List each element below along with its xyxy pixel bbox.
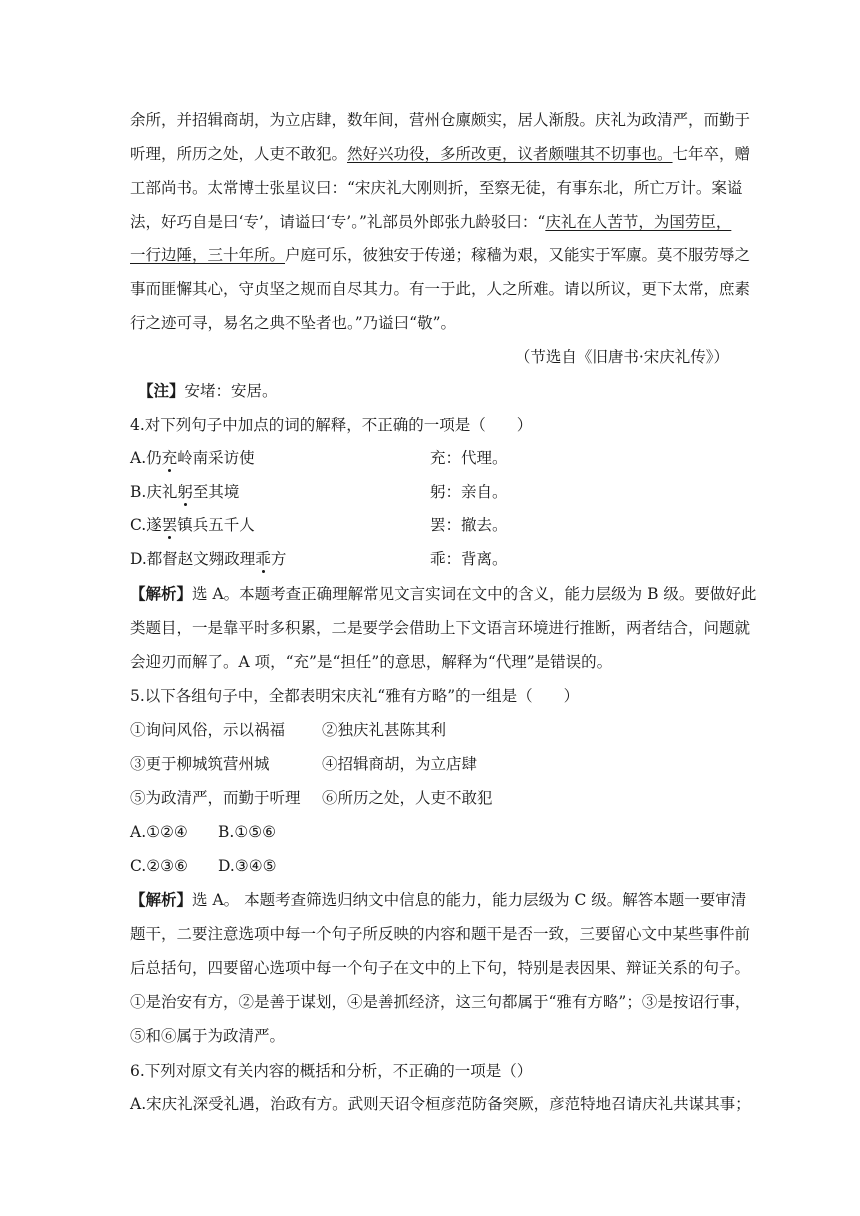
q5-analysis-line: 题干，二要注意选项中每一个句子所反映的内容和题干是否一致，三要留心文中某些事件前 (130, 925, 751, 943)
question-6-stem: 6.下列对原文有关内容的概括和分析，不正确的一项是（） (130, 1062, 533, 1080)
dotted-char: 罢 (161, 516, 178, 534)
note: 【注】安堵：安居。 (138, 381, 278, 400)
source-citation: （节选自《旧唐书·宋庆礼传》） (514, 348, 729, 366)
question-4-stem: 4.对下列句子中加点的词的解释，不正确的一项是（ ） (130, 416, 533, 434)
q4-analysis: 【解析】选 A。本题考查正确理解常见文言实词在文中的含义，能力层级为 B 级。要做好此 (130, 584, 757, 603)
q4-option-c: C.遂罢镇兵五千人 罢：撤去。 (130, 516, 508, 534)
q5-analysis: 【解析】选 A。 本题考查筛选归纳文中信息的能力，能力层级为 C 级。解答本题一要审清 (130, 890, 747, 909)
underlined-sentence: 庆礼在人苦节，为国劳臣， (545, 213, 732, 231)
q4-option-a: A.仍充岭南采访使 充：代理。 (130, 449, 508, 467)
q5-analysis-line: ①是治安有方，②是善于谋划，④是善抓经济，这三句都属于“雅有方略”；③是按诏行事， (130, 993, 751, 1011)
question-5-stem: 5.以下各组句子中，全都表明宋庆礼“雅有方略”的一组是（ ） (130, 687, 580, 705)
passage-line: 行之迹可寻，易名之典不坠者也。”乃谥曰“敬”。 (130, 314, 457, 332)
q6-option-a: A.宋庆礼深受礼遇，治政有方。武则天诏令桓彦范防备突厥，彦范特地召请庆礼共谋其事； (130, 1095, 751, 1113)
underlined-sentence: 然好兴功役，多所改更，议者颇嗤其不切事也。 (347, 145, 673, 163)
q4-analysis-line: 类题目，一是靠平时多积累，二是要学会借助上下文语言环境进行推断，两者结合，问题就 (130, 619, 751, 637)
q5-item-row: ①询问风俗，示以祸福 ②独庆礼甚陈其利 (130, 721, 447, 739)
dotted-char: 充 (161, 449, 178, 467)
q4-option-d: D.都督赵文翙政理乖方 乖：背离。 (130, 550, 508, 568)
q4-option-b: B.庆礼躬至其境 躬：亲自。 (130, 483, 508, 501)
passage-line: 余所，并招辑商胡，为立店肆，数年间，营州仓廪颇实，居人渐殷。庆礼为政清严，而勤于 (130, 111, 751, 129)
q5-analysis-line: 后总括句，四要留心选项中每一个句子在文中的上下句，特别是表因果、辩证关系的句子。 (130, 959, 751, 977)
q4-analysis-line: 会迎刃而解了。A 项，“充”是“担任”的意思，解释为“代理”是错误的。 (130, 653, 613, 671)
passage-line: 一行边陲，三十年所。户庭可乐，彼独安于传递；稼穑为艰，又能实于军廪。莫不服劳辱之 (130, 246, 751, 264)
passage-line: 听理，所历之处，人吏不敢犯。然好兴功役，多所改更，议者颇嗤其不切事也。七年卒，赠 (130, 145, 751, 163)
q5-analysis-line: ⑤和⑥属于为政清严。 (130, 1027, 286, 1045)
q5-item-row: ③更于柳城筑营州城 ④招辑商胡，为立店肆 (130, 755, 478, 773)
passage-line: 工部尚书。太常博士张星议曰：“宋庆礼大刚则折，至察无徒，有事东北，所亡万计。案谥 (130, 179, 743, 197)
dotted-char: 乖 (255, 550, 271, 568)
dotted-char: 躬 (177, 483, 193, 501)
passage-line: 事而匪懈其心，守贞坚之规而自尽其力。有一于此，人之所难。请以所议，更下太常，庶素 (130, 280, 751, 298)
passage-line: 法，好巧自是曰‘专’，请谥曰‘专’。”礼部员外郎张九龄驳曰：“庆礼在人苦节，为国劳臣， (130, 213, 732, 231)
q5-choice-row: A.①②④ B.①⑤⑥ (130, 823, 277, 841)
q5-choice-row: C.②③⑥ D.③④⑤ (130, 857, 277, 875)
underlined-sentence: 一行边陲，三十年所。 (130, 246, 286, 264)
q5-item-row: ⑤为政清严，而勤于听理 ⑥所历之处，人吏不敢犯 (130, 789, 493, 807)
